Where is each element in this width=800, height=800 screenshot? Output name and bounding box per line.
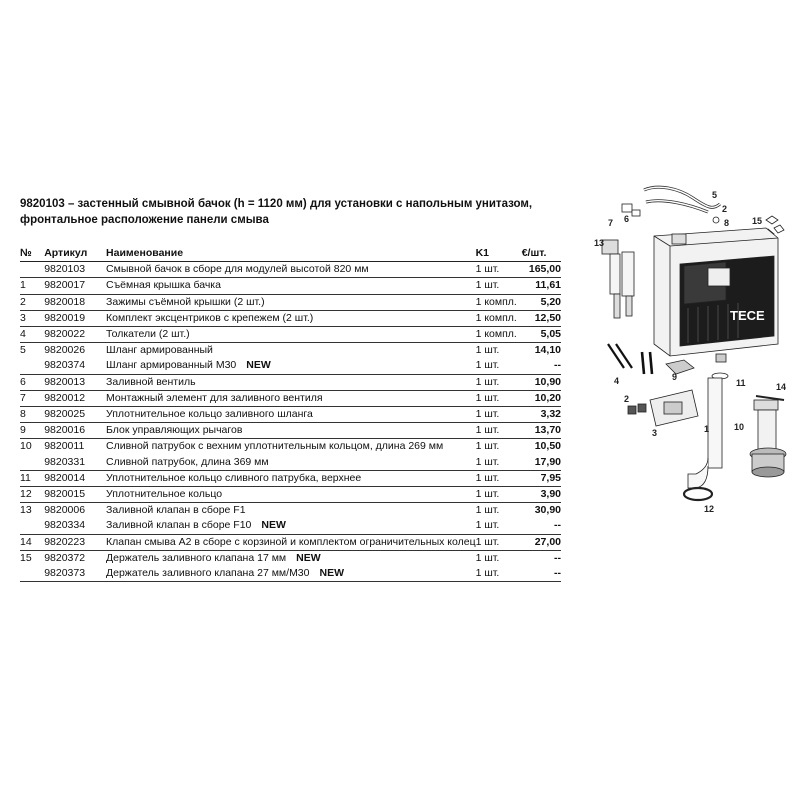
cell-name-text: Монтажный элемент для заливного вентиля bbox=[106, 391, 323, 404]
cell-article: 9820026 bbox=[44, 344, 86, 357]
callout-1: 1 bbox=[704, 424, 710, 434]
table-row bbox=[20, 439, 561, 455]
exploded-diagram bbox=[588, 168, 800, 520]
cell-no bbox=[20, 358, 44, 374]
cell-k1: 1 шт. bbox=[475, 344, 500, 357]
tece-logo: TECE bbox=[730, 308, 765, 323]
cell-name-text: Сливной патрубок, длина 369 мм bbox=[106, 455, 269, 468]
cell-no: 6 bbox=[20, 374, 44, 390]
cell-no: 1 bbox=[20, 278, 44, 294]
pusher-icon bbox=[608, 344, 652, 374]
cell-article: 9820006 bbox=[44, 504, 86, 517]
cell-k1: 1 шт. bbox=[476, 566, 522, 582]
cell-name bbox=[106, 358, 476, 374]
cell-name bbox=[106, 439, 476, 455]
cell-k1: 1 шт. bbox=[476, 534, 522, 550]
cell-article: 9820373 bbox=[44, 566, 106, 582]
table-row bbox=[20, 294, 561, 310]
table-row bbox=[20, 470, 561, 486]
cell-no: 9 bbox=[20, 423, 44, 439]
cistern-icon bbox=[654, 228, 778, 362]
header-no: № bbox=[20, 246, 44, 262]
cell-article: 9820025 bbox=[44, 407, 106, 423]
cell-article: 9820334 bbox=[44, 518, 106, 534]
cell-name bbox=[106, 518, 476, 534]
cell-name-text: Уплотнительное кольцо bbox=[106, 488, 223, 501]
cell-price: 14,10 bbox=[534, 344, 561, 357]
table-row bbox=[20, 343, 561, 359]
cell-no bbox=[20, 455, 44, 471]
cell-name-text: Держатель заливного клапана 17 мм bbox=[106, 551, 287, 564]
cell-name-text: Заливной клапан в сборе F1 bbox=[106, 504, 246, 517]
cell-name bbox=[106, 327, 476, 343]
table-row bbox=[20, 566, 561, 582]
cell-name bbox=[106, 470, 476, 486]
cell-price: 27,00 bbox=[522, 534, 561, 550]
parts-table bbox=[20, 246, 561, 582]
cell-article: 9820011 bbox=[44, 440, 85, 453]
cell-no: 2 bbox=[20, 294, 44, 310]
document-title: 9820103 – застенный смывной бачок (h = 1120 мм) для установки с напольным унитазом, фронтальное расположение панели смыва bbox=[20, 198, 533, 226]
cell-article: 9820103 bbox=[44, 262, 106, 278]
callout-5: 5 bbox=[712, 190, 718, 200]
cell-k1: 1 компл. bbox=[476, 327, 522, 343]
cell-name bbox=[106, 566, 476, 582]
cell-article: 9820018 bbox=[44, 294, 106, 310]
header-article: Артикул bbox=[44, 246, 106, 262]
new-badge: NEW bbox=[246, 359, 271, 372]
cell-name-text: Сливной патрубок с вехним уплотнительным кольцом, длина 269 мм bbox=[106, 440, 444, 453]
cell-article: 9820015 bbox=[44, 487, 106, 503]
callout-14: 14 bbox=[776, 382, 787, 392]
cell-name-text: Уплотнительное кольцо сливного патрубка, верхнее bbox=[106, 471, 362, 484]
callout-10: 10 bbox=[734, 422, 745, 432]
cell-name-text: Толкатели (2 шт.) bbox=[106, 328, 190, 341]
cell-price: 10,90 bbox=[522, 374, 561, 390]
cell-name bbox=[106, 503, 476, 519]
cell-article: 9820013 bbox=[44, 374, 106, 390]
cell-name-text: Шланг армированный M30 bbox=[106, 359, 237, 372]
table-row bbox=[20, 327, 561, 343]
table-row bbox=[20, 550, 561, 566]
cell-k1: 1 компл. bbox=[476, 310, 522, 326]
table-row bbox=[20, 310, 561, 326]
flush-valve-icon bbox=[750, 396, 786, 477]
cell-name bbox=[106, 294, 476, 310]
table-row bbox=[20, 374, 561, 390]
header-k1: K1 bbox=[476, 246, 522, 262]
callout-2b: 2 bbox=[624, 394, 630, 404]
callout-12: 12 bbox=[704, 504, 715, 514]
new-badge: NEW bbox=[261, 519, 286, 532]
callout-13: 13 bbox=[594, 238, 605, 248]
cell-article: 9820331 bbox=[44, 455, 106, 471]
callout-6: 6 bbox=[624, 214, 630, 224]
cell-name bbox=[106, 455, 476, 471]
cell-no: 12 bbox=[20, 487, 44, 503]
seal-ring-icon bbox=[713, 217, 719, 223]
cell-name-text: Зажимы съёмной крышки (2 шт.) bbox=[106, 295, 265, 308]
cell-k1: 1 шт. bbox=[476, 423, 522, 439]
callout-4: 4 bbox=[614, 376, 620, 386]
cell-no: 3 bbox=[20, 310, 44, 326]
cell-name bbox=[106, 423, 476, 439]
table-row bbox=[20, 262, 561, 278]
cell-k1: 1 компл. bbox=[476, 294, 522, 310]
cell-k1: 1 шт. bbox=[476, 278, 522, 294]
cell-k1: 1 шт. bbox=[476, 407, 522, 423]
cell-name bbox=[106, 278, 476, 294]
cell-price: 3,90 bbox=[522, 487, 561, 503]
cell-k1: 1 шт. bbox=[475, 440, 500, 453]
cell-price: 3,32 bbox=[522, 407, 561, 423]
table-row bbox=[20, 518, 561, 534]
hose-icon bbox=[644, 187, 720, 212]
fill-valve-icon bbox=[602, 240, 634, 318]
cell-no: 8 bbox=[20, 407, 44, 423]
cell-name bbox=[106, 534, 476, 550]
cell-no: 13 bbox=[20, 504, 32, 517]
cell-article: 9820019 bbox=[44, 310, 106, 326]
table-row bbox=[20, 390, 561, 406]
cell-price: 11,61 bbox=[522, 278, 561, 294]
diagram-svg bbox=[588, 168, 800, 520]
fill-valve-part-icon bbox=[622, 204, 632, 212]
cell-article: 9820012 bbox=[44, 390, 106, 406]
cell-article: 9820014 bbox=[44, 470, 106, 486]
cell-article: 9820022 bbox=[44, 327, 106, 343]
cell-name bbox=[106, 262, 476, 278]
cell-name bbox=[106, 374, 476, 390]
cell-article: 9820374 bbox=[44, 358, 106, 374]
lever-block-icon bbox=[666, 360, 694, 374]
header-price: €/шт. bbox=[522, 246, 561, 262]
cell-name-text: Держатель заливного клапана 27 мм/M30 bbox=[106, 567, 310, 580]
cell-k1: 1 шт. bbox=[476, 390, 522, 406]
cell-price: 5,05 bbox=[522, 327, 561, 343]
callout-8: 8 bbox=[724, 218, 730, 228]
cell-k1: 1 шт. bbox=[476, 374, 522, 390]
table-row bbox=[20, 278, 561, 294]
cell-price: 10,20 bbox=[522, 390, 561, 406]
cell-name-text: Клапан смыва A2 в сборе с корзиной и комплектом ограничительных колец bbox=[106, 535, 476, 548]
callout-2: 2 bbox=[722, 204, 728, 214]
cell-k1: 1 шт. bbox=[476, 518, 522, 534]
cell-no: 4 bbox=[20, 327, 44, 343]
cell-price: 17,90 bbox=[522, 455, 561, 471]
cell-k1: 1 шт. bbox=[476, 487, 522, 503]
cell-no bbox=[20, 262, 44, 278]
callout-7: 7 bbox=[608, 218, 614, 228]
cell-price: 10,50 bbox=[534, 440, 561, 453]
callout-3: 3 bbox=[652, 428, 658, 438]
cell-price: 165,00 bbox=[522, 262, 561, 278]
cell-name bbox=[106, 550, 476, 566]
cell-price: -- bbox=[554, 551, 561, 564]
cell-price: -- bbox=[522, 566, 561, 582]
cell-article: 9820223 bbox=[44, 534, 106, 550]
cell-name bbox=[106, 407, 476, 423]
cell-no: 14 bbox=[20, 534, 44, 550]
cell-price: -- bbox=[522, 358, 561, 374]
cell-k1: 1 шт. bbox=[475, 551, 500, 564]
table-row bbox=[20, 358, 561, 374]
cell-article: 9820372 bbox=[44, 551, 86, 564]
cell-name-text: Заливной клапан в сборе F10 bbox=[106, 519, 252, 532]
cell-name bbox=[106, 343, 476, 359]
cell-k1: 1 шт. bbox=[476, 455, 522, 471]
cell-name-text: Смывной бачок в сборе для модулей высотой 820 мм bbox=[106, 263, 369, 276]
cell-name-text: Заливной вентиль bbox=[106, 375, 196, 388]
cell-no: 10 bbox=[20, 440, 32, 453]
header-name: Наименование bbox=[106, 246, 476, 262]
callout-9: 9 bbox=[672, 372, 678, 382]
table-row bbox=[20, 487, 561, 503]
table-row bbox=[20, 455, 561, 471]
cell-no: 7 bbox=[20, 390, 44, 406]
new-badge: NEW bbox=[319, 567, 344, 580]
cell-name bbox=[106, 487, 476, 503]
cell-no: 15 bbox=[20, 551, 32, 564]
cell-k1: 1 шт. bbox=[476, 262, 522, 278]
table-row bbox=[20, 534, 561, 550]
table-row bbox=[20, 503, 561, 519]
cell-price: 30,90 bbox=[534, 504, 561, 517]
cell-k1: 1 шт. bbox=[476, 470, 522, 486]
cell-name-text: Комплект эксцентриков с крепежем (2 шт.) bbox=[106, 311, 314, 324]
cell-price: -- bbox=[522, 518, 561, 534]
callout-11: 11 bbox=[736, 378, 746, 388]
cell-price: 12,50 bbox=[522, 310, 561, 326]
cell-price: 7,95 bbox=[522, 470, 561, 486]
cell-price: 13,70 bbox=[522, 423, 561, 439]
cell-article: 9820017 bbox=[44, 278, 106, 294]
cell-name-text: Блок управляющих рычагов bbox=[106, 424, 243, 437]
cell-no: 5 bbox=[20, 344, 26, 357]
cell-name bbox=[106, 310, 476, 326]
cell-name-text: Уплотнительное кольцо заливного шланга bbox=[106, 408, 313, 421]
cell-k1: 1 шт. bbox=[476, 358, 522, 374]
cell-no: 11 bbox=[20, 470, 44, 486]
cell-name-text: Шланг армированный bbox=[106, 344, 213, 357]
cell-k1: 1 шт. bbox=[475, 504, 500, 517]
cell-no bbox=[20, 566, 44, 582]
cell-price: 5,20 bbox=[522, 294, 561, 310]
table-header-row bbox=[20, 246, 561, 262]
cell-name bbox=[106, 390, 476, 406]
table-row bbox=[20, 423, 561, 439]
cell-no bbox=[20, 518, 44, 534]
cell-article: 9820016 bbox=[44, 423, 106, 439]
table-row bbox=[20, 407, 561, 423]
cell-name-text: Съёмная крышка бачка bbox=[106, 279, 221, 292]
callout-15: 15 bbox=[752, 216, 763, 226]
new-badge: NEW bbox=[296, 551, 321, 564]
